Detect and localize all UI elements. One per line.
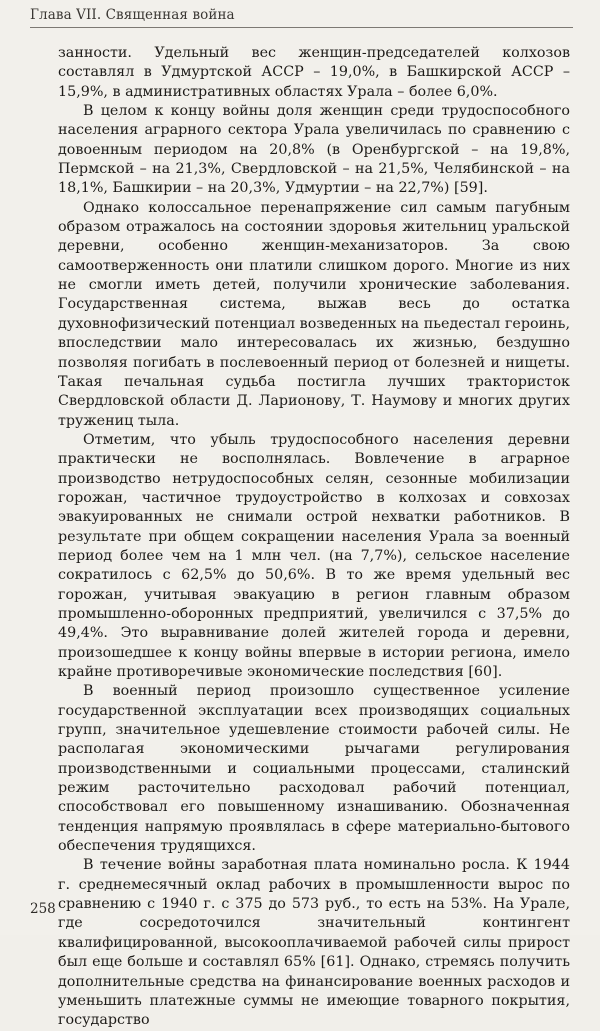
running-head: Глава VII. Священная война [30,7,235,23]
paragraph-5: В военный период произошло существенное усиление государственной эксплуатации всех производящих социальных групп, значительное удешевление стоимости рабочей силы. Не располагая экономическими рычагами регулирования производственными и социальными процессами, сталинский режим расточительно расходовал рабочий потенциал, способствовал его повышенному изнашиванию. Обозначенная тенденция напрямую проявлялась в сфере материально-бытового обеспечения трудящихся. [58,683,570,855]
paragraph-3: Однако колоссальное перенапряжение сил самым пагубным образом отражалось на состоянии здоровья жительниц уральской деревни, особенно женщин-механизаторов. За свою самоотверженность они платили слишком дорого. Многие из них не смогли иметь детей, получили хронические заболевания. Государственная система, выжав весь до остатка духовнофизический потенциал возведенных на пьедестал героинь, впоследствии мало интересовалась их жизнью, бездушно позволяя погибать в послевоенный период от болезней и нищеты. Такая печальная судьба постигла лучших трактористок Свердловской области Д. Ларионову, Т. Наумову и многих других тружениц тыла. [58,199,570,429]
header-rule [30,27,573,28]
page-number: 258 [30,901,56,917]
paragraph-4: Отметим, что убыль трудоспособного населения деревни практически не восполнялась. Вовлечение в аграрное производство нетрудоспособных селян, сезонные мобилизации горожан, частичное трудоустройство в колхозах и совхозах эвакуированных не снимали острой нехватки работников. В результате при общем сокращении населения Урала за военный период более чем на 1 млн чел. (на 7,7%), сельское население сократилось с 62,5% до 50,6%. В то же время удельный вес горожан, учитывая эвакуацию в регион главным образом промышленно-оборонных предприятий, увеличился с 37,5% до 49,4%. Это выравнивание долей жителей города и деревни, произошедшее к концу войны впервые в истории региона, имело крайне противоречивые экономические последствия [60]. [58,431,570,680]
paragraph-6: В течение войны заработная плата номинально росла. К 1944 г. среднемесячный оклад рабочих в промышленности вырос по сравнению с 1940 г. с 375 до 573 руб., то есть на 53%. На Урале, где сосредоточился значительный контингент квалифицированной, высокооплачиваемой рабочей силы прирост был еще больше и составлял 65% [61]. Однако, стремясь получить дополнительные средства на финансирование военных расходов и уменьшить платежные суммы не имеющие товарного покрытия, государство [58,857,570,1029]
paragraph-2: В целом к концу войны доля женщин среди трудоспособного населения аграрного сектора Урала увеличилась по сравнению с довоенным периодом на 20,8% (в Оренбургской – на 19,8%, Пермской – на 21,3%, Свердловской – на 21,5%, Челябинской – на 18,1%, Башкирии – на 20,3%, Удмуртии – на 22,7%) [59]. [58,103,570,197]
body-text [58,44,570,1031]
paragraph-1: занности. Удельный вес женщин-председателей колхозов составлял в Удмуртской АССР – 19,0%, в Башкирской АССР – 15,9%, в административных областях Урала – более 6,0%. [58,45,570,100]
